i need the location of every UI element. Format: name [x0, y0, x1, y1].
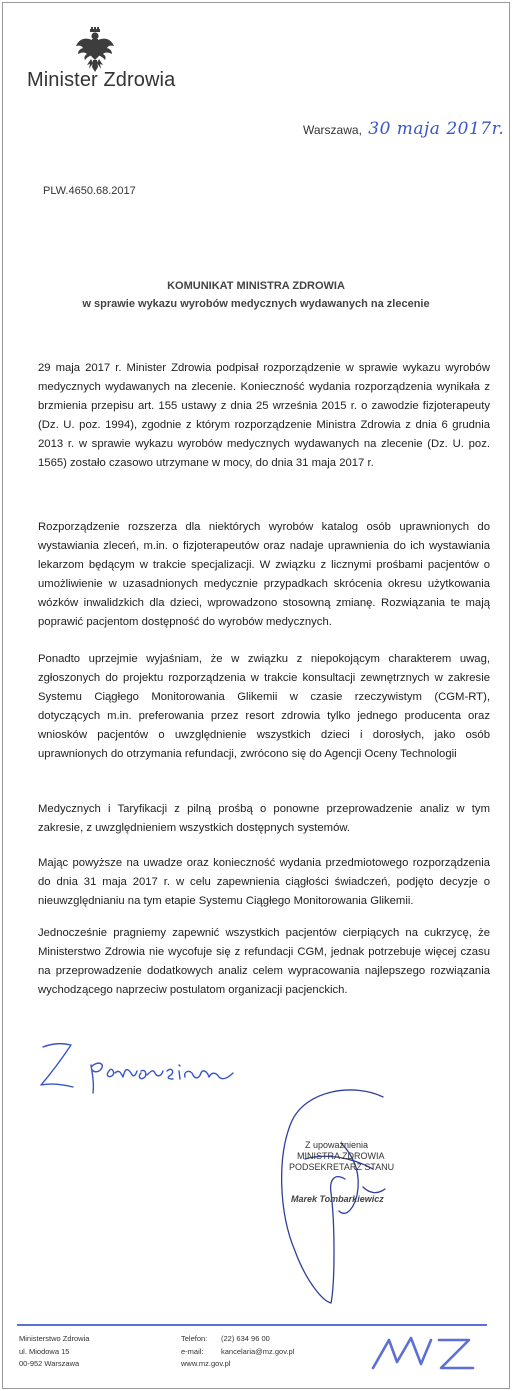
footer-contact-labels [181, 1333, 207, 1358]
document-page [2, 2, 510, 1389]
footer-street: ul. Miodowa 15 [19, 1346, 70, 1356]
document-title: KOMUNIKAT MINISTRA ZDROWIA [167, 280, 345, 292]
paragraph-6: Jednocześnie pragniemy zapewnić wszystkich pacjentów cierpiących na cukrzycę, że Ministerstwo Zdrowia nie wycofuje się z refundacji CGM, jednak potrzebuje więcej czasu na przeprowadzenie dodatkowych analiz celem wypracowania najlepszego rozwiązania wychodzącego naprzeciw postulatom organizacji pacjenckich. [38, 927, 490, 996]
footer-website[interactable]: www.mz.gov.pl [181, 1359, 231, 1368]
polish-eagle-emblem-icon [75, 27, 115, 73]
footer-email-label: e-mail: [181, 1346, 204, 1356]
stamp-line-3: PODSEKRETARZ STANU [289, 1162, 395, 1172]
authorization-stamp [289, 1140, 394, 1173]
footer-divider [17, 1324, 487, 1326]
document-subtitle: w sprawie wykazu wyrobów medycznych wydawanych na zlecenie [82, 298, 430, 310]
footer-contact-values [221, 1333, 294, 1358]
footer-postal: 00-952 Warszawa [19, 1359, 80, 1368]
place-and-date [303, 119, 504, 139]
stamp-line-1: Z upoważnienia [305, 1140, 369, 1150]
handwritten-closing [33, 1037, 273, 1097]
paragraph-3: Ponadto uprzejmie wyjaśniam, że w związku z niepokojącym charakterem uwag, zgłoszonych do projektu rozporządzenia w trakcie konsultacji zewnętrznych w zakresie Systemu Ciągłego Monitorowania Glikemii w czasie rzeczywistym (CGM-RT), dotyczących m.in. preferowania przez resort zdrowia tylko jednego producenta oraz wniosków pacjentów o uwzględnienie wszystkich dzieci i dorosłych, jako osób uprawnionych do otrzymania refundacji, zwrócono się do Agencji Oceny Technologii [38, 653, 490, 760]
footer-org: Ministerstwo Zdrowia [19, 1334, 90, 1343]
paragraph-5: Mając powyższe na uwadze oraz konieczność wydania przedmiotowego rozporządzenia do dnia 31 maja 2017 r. w celu zapewnienia ciągłości świadczeń, podjęto decyzje o nieuwzględnianiu na tym etapie Systemu Ciągłego Monitorowania Glikemii. [38, 857, 490, 907]
footer-email[interactable]: kancelaria@mz.gov.pl [221, 1346, 295, 1356]
brand-name: Minister Zdrowia [27, 69, 176, 91]
footer-phone: (22) 634 96 00 [221, 1334, 270, 1343]
signatory-name: Marek Tombarkiewicz [291, 1194, 384, 1204]
handwritten-date: 30 maja 2017r. [368, 119, 505, 139]
footer-phone-label: Telefon: [181, 1334, 208, 1343]
place: Warszawa, [303, 123, 362, 137]
paragraph-4: Medycznych i Taryfikacji z pilną prośbą o ponowne przeprowadzenie analiz w tym zakresie, z uwzględnieniem wszystkich dostępnych systemów. [38, 803, 490, 834]
footer-address [19, 1333, 89, 1371]
paragraph-2: Rozporządzenie rozszerza dla niektórych wyrobów katalog osób uprawnionych do wystawiania zleceń, m.in. o fizjoterapeutów oraz nadaje uprawnienia do ich wystawiania lekarzom będącym w trakcie specjalizacji. W związku z licznymi prośbami pacjentów o umożliwienie w uzasadnionych medycznie przypadkach skrócenia okresu użytkowania wózków inwalidzkich dla dzieci, wprowadzono stosowną zmianę. Rozwiązania te mają poprawić pacjentom dostępność do wyrobów medycznych. [38, 521, 490, 628]
paragraph-1: 29 maja 2017 r. Minister Zdrowia podpisał rozporządzenie w sprawie wykazu wyrobów medycznych wydawanych na zlecenie. Konieczność wydania rozporządzenia wynikała z brzmienia przepisu art. 155 ustawy z dnia 25 września 2015 r. o zawodzie fizjoterapeuty (Dz. U. poz. 1994), zgodnie z którym rozporządzenie Ministra Zdrowia z dnia 6 grudnia 2013 r. w sprawie wykazu wyrobów medycznych wydawanych na zlecenie (Dz. U. poz. 1565) zostało czasowo utrzymane w mocy, do dnia 31 maja 2017 r. [38, 362, 490, 469]
stamp-line-2: MINISTRA ZDROWIA [297, 1151, 385, 1161]
reference-number: PLW.4650.68.2017 [43, 185, 136, 197]
mz-logo-icon [369, 1332, 477, 1374]
